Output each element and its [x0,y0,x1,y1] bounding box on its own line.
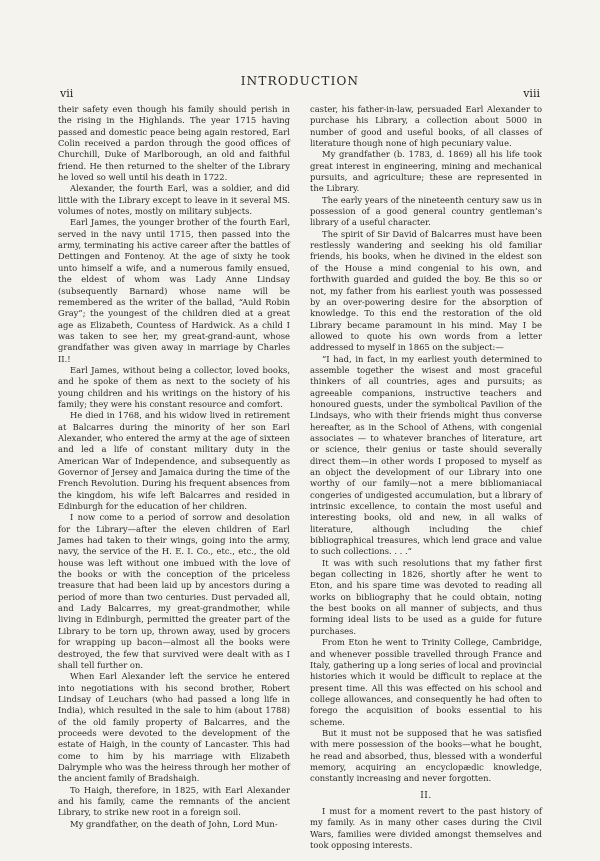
paragraph: I must for a moment revert to the past history of my family. As in many other cases during the Civil Wars, families were divided amongst themselves and took opposing interests. [310,805,542,850]
paragraph: caster, his father-in-law, persuaded Earl Alexander to purchase his Library, a collection about 5000 in number of good and useful books, of all classes of literature though none of high pecuniary value. [310,104,542,149]
page-number-right: viii [523,87,540,100]
paragraph: their safety even though his family should perish in the rising in the Highlands. The year 1715 having passed and domestic peace being again restored, Earl Colin received a pardon through the good offices of Churchill, Duke of Marlborough, an old and faithful friend. He then returned to the shelter of the Library he loved so well until his death in 1722. [58,104,290,183]
section-heading: II. [420,790,432,801]
text-column-left [58,104,290,830]
paragraph: My grandfather (b. 1783, d. 1869) all his life took great interest in engineering, mining and mechanical pursuits, and agriculture; these are represented in the Library. [310,149,542,194]
quotation-paragraph: “I had, in fact, in my earliest youth determined to assemble together the wisest and most graceful thinkers of all countries, ages and pursuits; as agreeable companions, instructive teachers and honoured guests, under the symbolical Pavilion of the Lindsays, who with their friends might thus converse hereafter, as in the School of Athens, with congenial associates — to whatever branches of literature, art or science, their genius or taste should severally direct them—in other words I proposed to myself as an object the development of our Library into one worthy of our family—not a mere bibliomaniacal congeries of undigested accumulation, but a library of intrinsic excellence, to contain the most useful and interesting books, old and new, in all walks of literature, although including the chief bibliographical treasures, which lend grace and value to such collections. . . .” [310,353,542,557]
paragraph: The early years of the nineteenth century saw us in possession of a good general country gentleman’s library of a useful character. [310,194,542,228]
paragraph: It was with such resolutions that my father first began collecting in 1826, shortly after he went to Eton, and his spare time was devoted to reading all works on bibliography that he could obtain, noting the best books on all manner of subjects, and thus forming ideal lists to be used as a guide for future purchases. [310,557,542,636]
paragraph: From Eton he went to Trinity College, Cambridge, and whenever possible travelled through France and Italy, gathering up a long series of local and provincial histories which it would be difficult to replace at the present time. All this was effected on his school and college allowances, and consequently he had often to forego the acquisition of books essential to his scheme. [310,637,542,727]
paragraph: When Earl Alexander left the service he entered into negotiations with his second brother, Robert Lindsay of Leuchars (who had passed a long life in India), which resulted in the sale to him (about 1788) of the old family property of Balcarres, and the proceeds were devoted to the development of the estate of Haigh, in the county of Lancaster. This had come to him by his marriage with Elizabeth Dalrymple who was the heiress through her mother of the ancient family of Bradshaigh. [58,671,290,784]
text-column-right [310,104,542,851]
paragraph: The spirit of Sir David of Balcarres must have been restlessly wandering and seeking his old familiar friends, his books, when he divined in the eldest son of the House a mind congenial to his own, and forthwith guarded and guided the boy. Be this so or not, my father from his earliest youth was possessed by an over-powering desire for the absorption of knowledge. To this end the restoration of the old Library became paramount in his mind. May I be allowed to quote his own words from a letter addressed to myself in 1865 on the subject:— [310,228,542,353]
paragraph: My grandfather, on the death of John, Lord Mun- [70,818,278,829]
paragraph: Earl James, without being a collector, loved books, and he spoke of them as next to the society of his young children and his writings on the history of his family; they were his constant resource and comfort. [58,364,290,409]
paragraph: To Haigh, therefore, in 1825, with Earl Alexander and his family, came the remnants of the ancient Library, to strike new root in a foreign soil. [58,784,290,818]
paragraph: Alexander, the fourth Earl, was a soldier, and did little with the Library except to leave in it several MS. volumes of notes, mostly on military subjects. [58,183,290,217]
paragraph: He died in 1768, and his widow lived in retirement at Balcarres during the minority of her son Earl Alexander, who entered the army at the age of sixteen and led a life of constant military duty in the American War of Independence, and subsequently as Governor of Jersey and Jamaica during the time of the French Revolution. During his frequent absences from the kingdom, his wife left Balcarres and resided in Edinburgh for the education of her children. [58,410,290,512]
paragraph: I now come to a period of sorrow and desolation for the Library—after the eleven children of Earl James had taken to their wings, going into the army, navy, the service of the H. E. I. Co., etc., etc., the old house was left without one imbued with the love of the books or with the conception of the priceless treasure that had been laid up by ancestors during a period of more than two centuries. Dust pervaded all, and Lady Balcarres, my great-grandmother, while living in Edinburgh, permitted the greater part of the Library to be torn up, thrown away, used by grocers for wrapping up bacon—almost all the books were destroyed, the few that survived were dealt with as I shall tell further on. [58,512,290,670]
paragraph: Earl James, the younger brother of the fourth Earl, served in the navy until 1715, then passed into the army, terminating his active career after the battles of Dettingen and Fontenoy. At the age of sixty he took unto himself a wife, and a numerous family ensued, the eldest of whom was Lady Anne Lindsay (subsequently Barnard) whose name will be remembered as the writer of the ballad, “Auld Robin Gray”; the youngest of the children died at a great age as Elizabeth, Countess of Hardwick. As a child I was taken to see her, my great-grand-aunt, whose grandfather was given away in marriage by Charles II.! [58,217,290,364]
page-title: INTRODUCTION [240,74,360,88]
page-number-left: vii [60,87,74,100]
paragraph: But it must not be supposed that he was satisfied with mere possession of the books—what he bought, he read and absorbed, thus, blessed with a wonderful memory, acquiring an encyclopædic knowledge, constantly increasing and never forgotten. [310,727,542,784]
